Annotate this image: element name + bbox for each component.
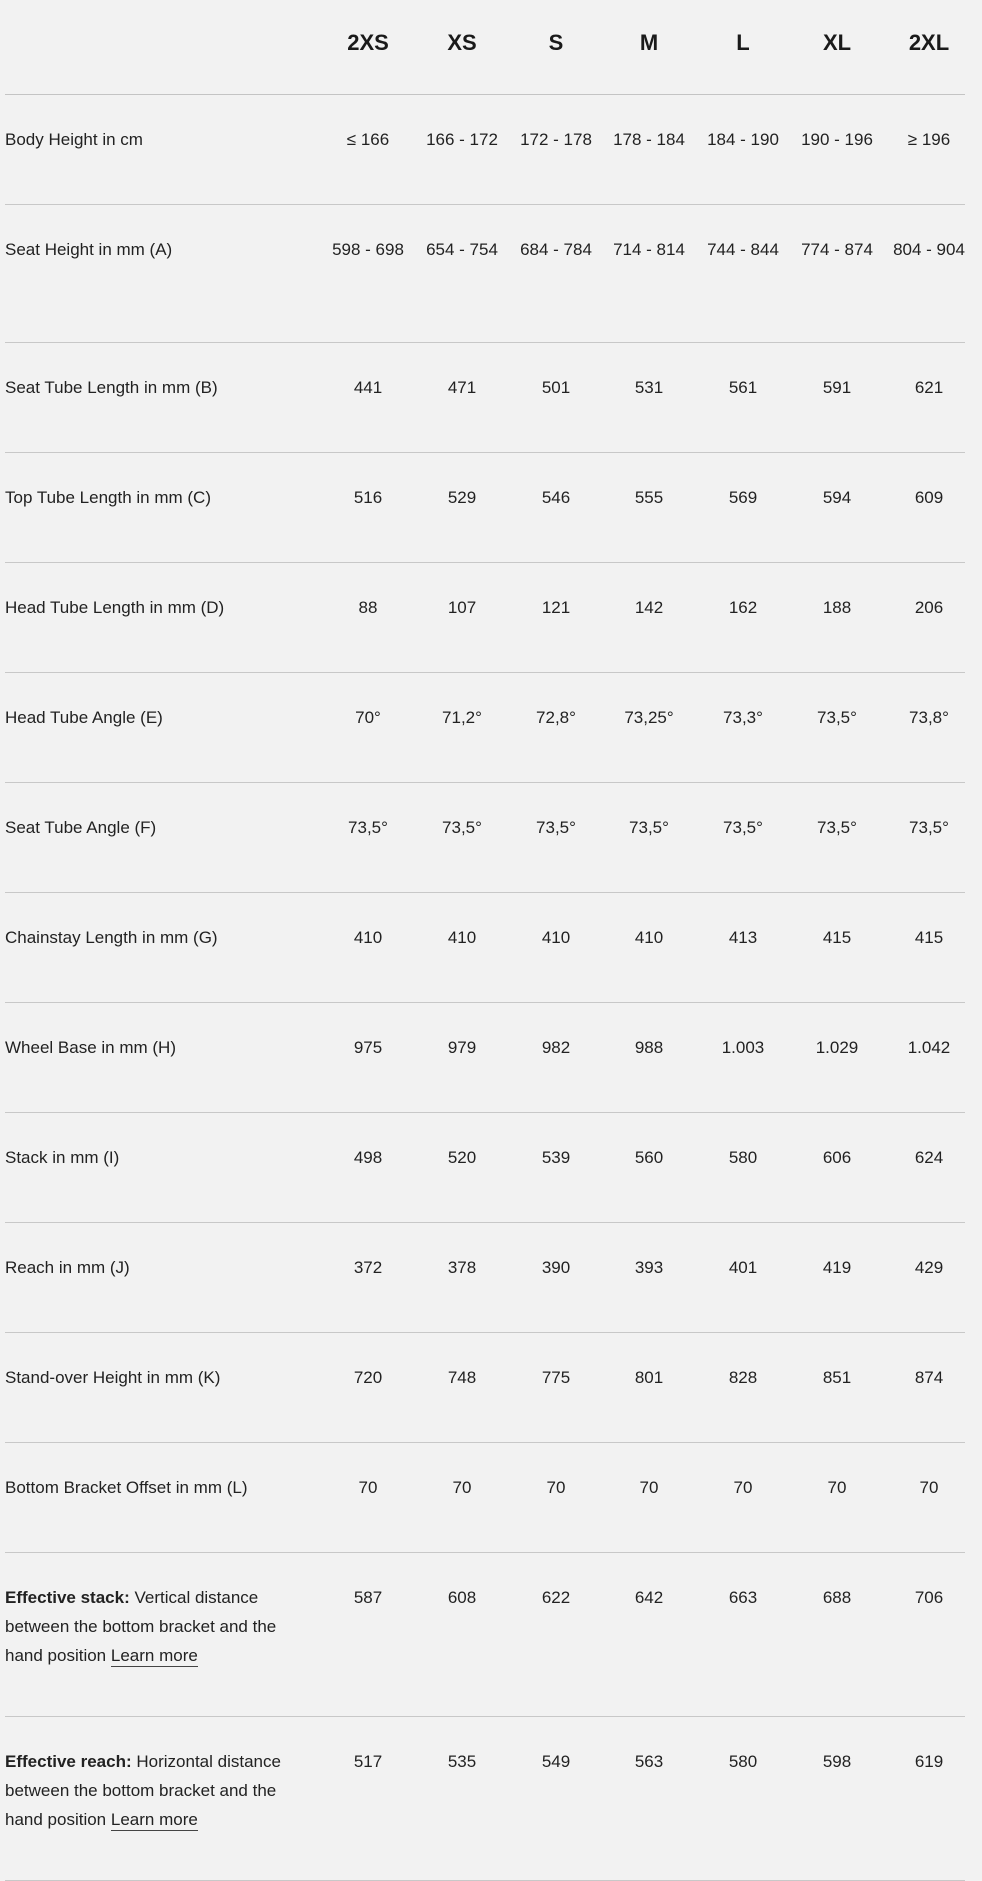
- row-label: [5, 483, 295, 512]
- cell-2xs: 70°: [355, 708, 381, 727]
- row-label-text: Head Tube Angle (E): [5, 708, 163, 727]
- learn-more-link[interactable]: Learn more: [110, 1810, 198, 1829]
- table-row: [5, 893, 965, 1003]
- row-label-bold: Effective reach:: [5, 1752, 132, 1771]
- cell-s: 410: [541, 928, 571, 947]
- cell-m: 714 - 814: [613, 240, 685, 259]
- cell-2xs: 517: [353, 1752, 383, 1771]
- size-header-l: L: [736, 30, 750, 55]
- cell-s: 501: [541, 378, 571, 397]
- row-label-text: Chainstay Length in mm (G): [5, 928, 218, 947]
- table-row: [5, 1443, 965, 1553]
- table-row: [5, 205, 965, 343]
- cell-xl: 688: [822, 1588, 852, 1607]
- table-row: [5, 1333, 965, 1443]
- cell-xl: 851: [822, 1368, 852, 1387]
- row-label-text: Body Height in cm: [5, 130, 143, 149]
- cell-2xl: 429: [914, 1258, 944, 1277]
- cell-s: 982: [541, 1038, 571, 1057]
- row-label-text: Seat Tube Angle (F): [5, 818, 157, 837]
- cell-xs: 166 - 172: [426, 130, 498, 149]
- row-label: [5, 703, 295, 732]
- cell-xl: 73,5°: [817, 708, 857, 727]
- cell-s: 539: [541, 1148, 571, 1167]
- table-row: [5, 1553, 965, 1717]
- cell-xs: 748: [447, 1368, 477, 1387]
- table-row: [5, 343, 965, 453]
- cell-m: 73,5°: [629, 818, 669, 837]
- size-header-xs: XS: [447, 30, 477, 55]
- cell-xs: 378: [447, 1258, 477, 1277]
- cell-l: 580: [728, 1148, 758, 1167]
- cell-xl: 594: [822, 488, 852, 507]
- row-label-text: Seat Height in mm (A): [5, 240, 173, 259]
- row-label-text: Seat Tube Length in mm (B): [5, 378, 218, 397]
- cell-2xs: 587: [353, 1588, 383, 1607]
- cell-2xl: 874: [914, 1368, 944, 1387]
- cell-l: 569: [728, 488, 758, 507]
- cell-xl: 190 - 196: [801, 130, 873, 149]
- row-label: [5, 813, 295, 842]
- cell-xs: 608: [447, 1588, 477, 1607]
- cell-m: 988: [634, 1038, 664, 1057]
- row-label: [5, 1363, 295, 1392]
- table-header: [5, 0, 965, 95]
- cell-l: 744 - 844: [707, 240, 779, 259]
- cell-2xs: 498: [353, 1148, 383, 1167]
- size-header-2xl: 2XL: [908, 30, 950, 55]
- row-label: [5, 1033, 295, 1062]
- cell-xs: 535: [447, 1752, 477, 1771]
- cell-2xl: 1.042: [907, 1038, 951, 1057]
- cell-s: 546: [541, 488, 571, 507]
- cell-l: 663: [728, 1588, 758, 1607]
- table-row: [5, 1113, 965, 1223]
- table-row: [5, 453, 965, 563]
- cell-m: 563: [634, 1752, 664, 1771]
- cell-xl: 1.029: [815, 1038, 859, 1057]
- row-label-text: Stack in mm (I): [5, 1148, 120, 1167]
- row-label: [5, 1747, 295, 1834]
- row-label-text: Wheel Base in mm (H): [5, 1038, 176, 1057]
- table-row: [5, 95, 965, 205]
- cell-xs: 654 - 754: [426, 240, 498, 259]
- cell-m: 142: [634, 598, 664, 617]
- row-label: [5, 593, 295, 622]
- size-header-2xs: 2XS: [347, 30, 389, 55]
- cell-2xl: 70: [919, 1478, 939, 1497]
- cell-m: 70: [639, 1478, 659, 1497]
- cell-2xs: 720: [353, 1368, 383, 1387]
- cell-2xl: 619: [914, 1752, 944, 1771]
- cell-l: 1.003: [721, 1038, 765, 1057]
- cell-l: 73,3°: [723, 708, 763, 727]
- cell-m: 555: [634, 488, 664, 507]
- cell-2xl: 706: [914, 1588, 944, 1607]
- cell-2xs: 372: [353, 1258, 383, 1277]
- cell-2xs: 70: [358, 1478, 378, 1497]
- table-row: [5, 1003, 965, 1113]
- cell-xl: 774 - 874: [801, 240, 873, 259]
- row-label: [5, 1143, 295, 1172]
- cell-2xs: 441: [353, 378, 383, 397]
- row-label-text: Head Tube Length in mm (D): [5, 598, 225, 617]
- cell-xs: 529: [447, 488, 477, 507]
- cell-xs: 71,2°: [442, 708, 482, 727]
- row-label-text: Reach in mm (J): [5, 1258, 130, 1277]
- cell-l: 70: [733, 1478, 753, 1497]
- cell-xl: 415: [822, 928, 852, 947]
- table-row: [5, 783, 965, 893]
- cell-2xl: ≥ 196: [907, 130, 951, 149]
- cell-l: 184 - 190: [707, 130, 779, 149]
- size-header-m: M: [639, 30, 659, 55]
- cell-xl: 606: [822, 1148, 852, 1167]
- cell-2xl: 621: [914, 378, 944, 397]
- cell-2xl: 804 - 904: [893, 240, 965, 259]
- row-label-text: Top Tube Length in mm (C): [5, 488, 211, 507]
- table-body: [0, 95, 982, 1881]
- cell-xs: 520: [447, 1148, 477, 1167]
- cell-s: 684 - 784: [520, 240, 592, 259]
- cell-2xl: 609: [914, 488, 944, 507]
- cell-2xs: 598 - 698: [332, 240, 404, 259]
- table-row: [5, 673, 965, 783]
- row-label-bold: Effective stack:: [5, 1588, 130, 1607]
- row-label-text: Horizontal distance between the bottom bracket and the hand position: [5, 1752, 281, 1829]
- cell-2xl: 624: [914, 1148, 944, 1167]
- cell-s: 622: [541, 1588, 571, 1607]
- table-row: [5, 1223, 965, 1333]
- cell-s: 72,8°: [536, 708, 576, 727]
- cell-2xs: 516: [353, 488, 383, 507]
- cell-m: 410: [634, 928, 664, 947]
- cell-xs: 979: [447, 1038, 477, 1057]
- table-row: [5, 563, 965, 673]
- size-header-s: S: [548, 30, 564, 55]
- cell-l: 561: [728, 378, 758, 397]
- row-label-text: Bottom Bracket Offset in mm (L): [5, 1478, 248, 1497]
- cell-m: 560: [634, 1148, 664, 1167]
- cell-s: 172 - 178: [520, 130, 592, 149]
- cell-xl: 591: [822, 378, 852, 397]
- cell-xl: 73,5°: [817, 818, 857, 837]
- row-label: [5, 373, 295, 402]
- cell-2xs: ≤ 166: [346, 130, 390, 149]
- table-row: [5, 1717, 965, 1881]
- row-label-text: Stand-over Height in mm (K): [5, 1368, 221, 1387]
- cell-m: 642: [634, 1588, 664, 1607]
- cell-s: 549: [541, 1752, 571, 1771]
- row-label: [5, 1473, 295, 1502]
- cell-s: 390: [541, 1258, 571, 1277]
- cell-2xl: 73,8°: [909, 708, 949, 727]
- cell-m: 801: [634, 1368, 664, 1387]
- cell-2xl: 206: [914, 598, 944, 617]
- cell-xl: 419: [822, 1258, 852, 1277]
- cell-2xs: 410: [353, 928, 383, 947]
- cell-xs: 471: [447, 378, 477, 397]
- cell-m: 73,25°: [624, 708, 674, 727]
- cell-xl: 188: [822, 598, 852, 617]
- cell-xl: 70: [827, 1478, 847, 1497]
- cell-xs: 70: [452, 1478, 472, 1497]
- size-header-xl: XL: [822, 30, 852, 55]
- row-label: [5, 1583, 295, 1670]
- cell-2xs: 88: [358, 598, 378, 617]
- cell-2xl: 415: [914, 928, 944, 947]
- learn-more-link[interactable]: Learn more: [110, 1646, 198, 1665]
- cell-s: 70: [546, 1478, 566, 1497]
- cell-l: 73,5°: [723, 818, 763, 837]
- cell-2xs: 975: [353, 1038, 383, 1057]
- row-label: [5, 923, 295, 952]
- cell-l: 162: [728, 598, 758, 617]
- cell-s: 73,5°: [536, 818, 576, 837]
- cell-xs: 410: [447, 928, 477, 947]
- cell-l: 828: [728, 1368, 758, 1387]
- cell-m: 178 - 184: [613, 130, 685, 149]
- cell-xs: 107: [447, 598, 477, 617]
- cell-l: 401: [728, 1258, 758, 1277]
- row-label: [5, 1253, 295, 1282]
- cell-2xl: 73,5°: [909, 818, 949, 837]
- cell-xl: 598: [822, 1752, 852, 1771]
- cell-s: 121: [541, 598, 571, 617]
- cell-s: 775: [541, 1368, 571, 1387]
- cell-m: 393: [634, 1258, 664, 1277]
- cell-m: 531: [634, 378, 664, 397]
- cell-l: 580: [728, 1752, 758, 1771]
- cell-2xs: 73,5°: [348, 818, 388, 837]
- row-label: [5, 235, 295, 264]
- row-label: [5, 125, 295, 154]
- cell-xs: 73,5°: [442, 818, 482, 837]
- row-label-text: Vertical distance between the bottom bracket and the hand position: [5, 1588, 277, 1665]
- cell-l: 413: [728, 928, 758, 947]
